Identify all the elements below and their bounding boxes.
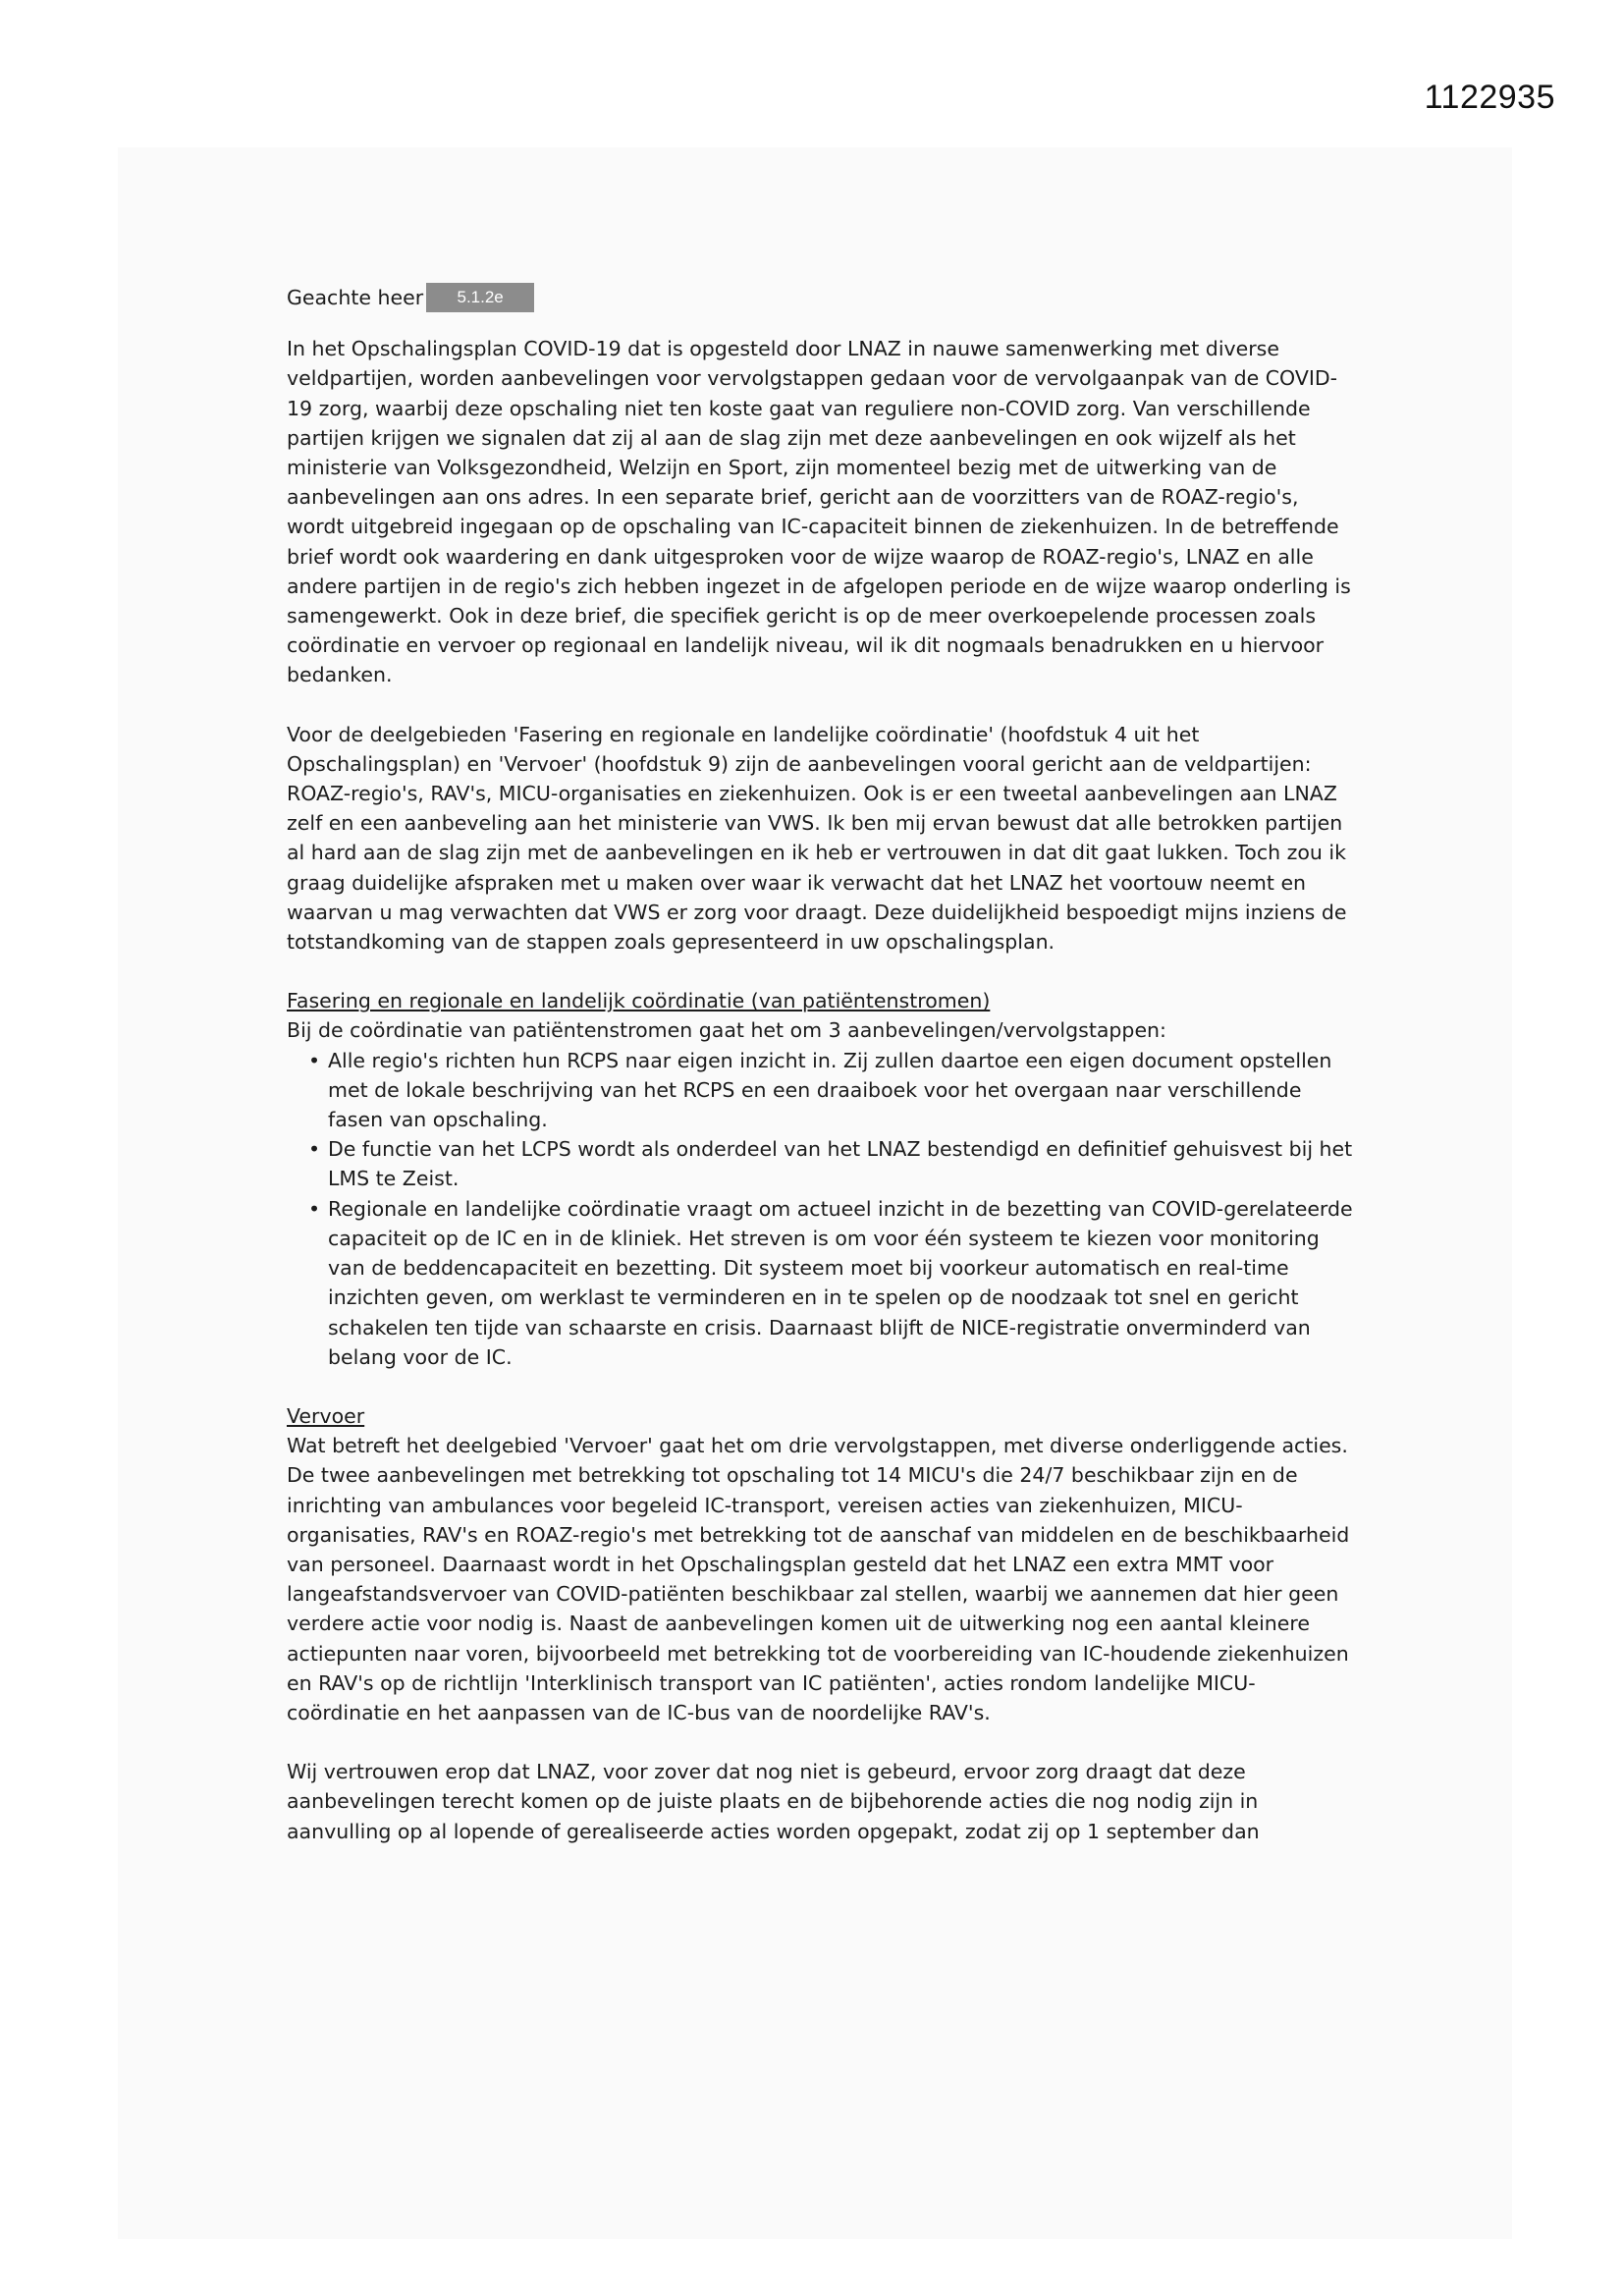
- list-item: [287, 1194, 1357, 1372]
- document-id: 1122935: [1424, 79, 1555, 116]
- section-heading-vervoer: Vervoer: [287, 1403, 365, 1428]
- redaction-box: 5.1.2e: [426, 283, 534, 312]
- letter-body: [287, 283, 1357, 1876]
- section-heading-fasering: Fasering en regionale en landelijk coördinatie (van patiëntenstromen): [287, 989, 991, 1013]
- paragraph-vervoer: Wat betreft het deelgebied 'Vervoer' gaat het om drie vervolgstappen, met diverse onderliggende acties. De twee aanbevelingen met betrekking tot opschaling tot 14 MICU's die 24/7 beschikbaar zijn en de inrichting van ambulances voor begeleid IC-transport, vereisen acties van ziekenhuizen, MICU-organisaties, RAV's en ROAZ-regio's met betrekking tot de aanschaf van middelen en de beschikbaarheid van personeel. Daarnaast wordt in het Opschalingsplan gesteld dat het LNAZ een extra MMT voor langeafstandsvervoer van COVID-patiënten beschikbaar zal stellen, waarbij we aannemen dat hier geen verdere actie voor nodig is. Naast de aanbevelingen komen uit de uitwerking nog een aantal kleinere actiepunten naar voren, bijvoorbeeld met betrekking tot de voorbereiding van IC-houdende ziekenhuizen en RAV's op de richtlijn 'Interklinisch transport van IC patiënten', acties rondom landelijke MICU-coördinatie en het aanpassen van de IC-bus van de noordelijke RAV's.: [287, 1434, 1350, 1724]
- bullet-icon: •: [308, 1048, 321, 1072]
- salutation-text: Geachte heer: [287, 286, 424, 309]
- paragraph-subareas: Voor de deelgebieden 'Fasering en regionale en landelijke coördinatie' (hoofdstuk 4 uit het Opschalingsplan) en 'Vervoer' (hoofdstuk 9) zijn de aanbevelingen vooral gericht aan de veldpartijen: ROAZ-regio's, RAV's, MICU-organisaties en ziekenhuizen. Ook is er een tweetal aanbevelingen aan LNAZ zelf en een aanbeveling aan het ministerie van VWS. Ik ben mij ervan bewust dat alle betrokken partijen al hard aan de slag zijn met de aanbevelingen en ik heb er vertrouwen in dat dit gaat lukken. Toch zou ik graag duidelijke afspraken met u maken over waar ik verwacht dat het LNAZ het voortouw neemt en waarvan u mag verwachten dat VWS er zorg voor draagt. Deze duidelijkheid bespoedigt mijns inziens de totstandkoming van de stappen zoals gepresenteerd in uw opschalingsplan.: [287, 722, 1347, 955]
- list-item: [287, 1046, 1357, 1135]
- section-intro-fasering: Bij de coördinatie van patiëntenstromen gaat het om 3 aanbevelingen/vervolgstappen:: [287, 1018, 1166, 1043]
- paragraph-intro: In het Opschalingsplan COVID-19 dat is opgesteld door LNAZ in nauwe samenwerking met diverse veldpartijen, worden aanbevelingen voor vervolgstappen gedaan voor de vervolgaanpak van de COVID-19 zorg, waarbij deze opschaling niet ten koste gaat van reguliere non-COVID zorg. Van verschillende partijen krijgen we signalen dat zij al aan de slag zijn met deze aanbevelingen en ook wijzelf als het ministerie van Volksgezondheid, Welzijn en Sport, zijn momenteel bezig met de uitwerking van de aanbevelingen aan ons adres. In een separate brief, gericht aan de voorzitters van de ROAZ-regio's, wordt uitgebreid ingegaan op de opschaling van IC-capaciteit binnen de ziekenhuizen. In de betreffende brief wordt ook waardering en dank uitgesproken voor de wijze waarop de ROAZ-regio's, LNAZ en alle andere partijen in de regio's zich hebben ingezet in de afgelopen periode en de wijze waarop onderling is samengewerkt. Ook in deze brief, die specifiek gericht is op de meer overkoepelende processen zoals coördinatie en vervoer op regionaal en landelijk niveau, wil ik dit nogmaals benadrukken en u hiervoor bedanken.: [287, 337, 1351, 687]
- list-item: [287, 1134, 1357, 1193]
- bullet-icon: •: [308, 1137, 321, 1162]
- salutation: [287, 283, 1357, 312]
- paragraph-closing: Wij vertrouwen erop dat LNAZ, voor zover dat nog niet is gebeurd, ervoor zorg draagt dat deze aanbevelingen terecht komen op de juiste plaats en de bijbehorende acties die nog nodig zijn in aanvulling op al lopende of gerealiseerde acties worden opgepakt, zodat zij op 1 september dan: [287, 1760, 1260, 1843]
- list-item-text: Alle regio's richten hun RCPS naar eigen inzicht in. Zij zullen daartoe een eigen document opstellen met de lokale beschrijving van het RCPS en een draaiboek voor het overgaan naar verschillende fasen van opschaling.: [328, 1048, 1332, 1132]
- bullet-icon: •: [308, 1196, 321, 1221]
- list-item-text: Regionale en landelijke coördinatie vraagt om actueel inzicht in de bezetting van COVID-gerelateerde capaciteit op de IC en in de kliniek. Het streven is om voor één systeem te kiezen voor monitoring van de beddencapaciteit en bezetting. Dit systeem moet bij voorkeur automatisch en real-time inzichten geven, om werklast te verminderen en in te spelen op de noodzaak tot snel en gericht schakelen ten tijde van schaarste en crisis. Daarnaast blijft de NICE-registratie onverminderd van belang voor de IC.: [328, 1196, 1353, 1369]
- bullet-list-fasering: [287, 1046, 1357, 1372]
- list-item-text: De functie van het LCPS wordt als onderdeel van het LNAZ bestendigd en definitief gehuisvest bij het LMS te Zeist.: [328, 1137, 1353, 1191]
